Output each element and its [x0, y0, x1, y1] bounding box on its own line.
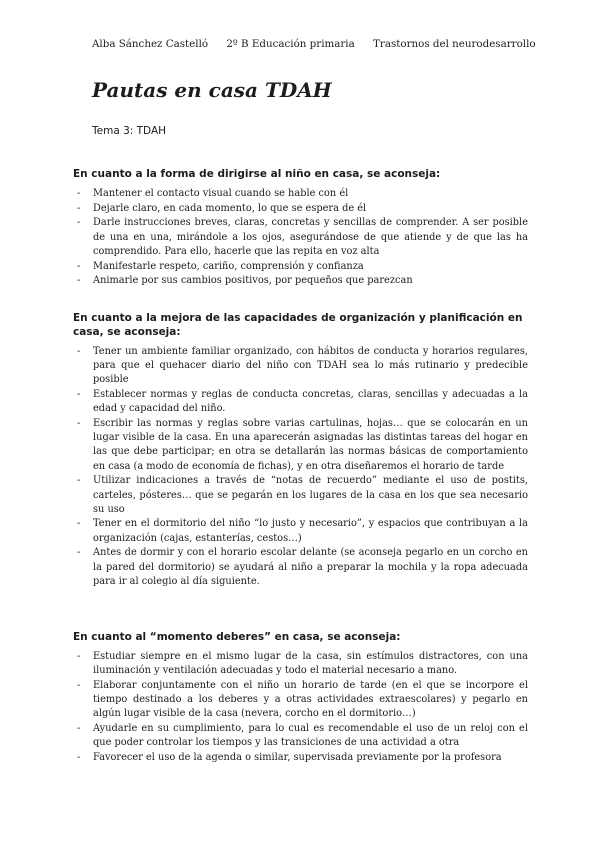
list-item: - Favorecer el uso de la agenda o similar, supervisada previamente por la profesora	[73, 751, 528, 765]
page-subtitle: Tema 3: TDAH	[92, 125, 167, 137]
list-item: - Elaborar conjuntamente con el niño un horario de tarde (en el que se incorpore el tiempo destinado a los deberes y a otras actividades extraescolares) y pegarlo en algún lugar visible de la casa (nevera, corcho en el dormitorio…)	[73, 679, 528, 722]
section-communication	[73, 167, 528, 289]
bullet-list	[73, 650, 528, 765]
page-header	[92, 38, 551, 50]
header-author: Alba Sánchez Castelló	[92, 38, 209, 50]
list-item: - Mantener el contacto visual cuando se hable con él	[73, 187, 528, 201]
list-item: - Animarle por sus cambios positivos, por pequeños que parezcan	[73, 274, 528, 288]
list-item: - Tener en el dormitorio del niño “lo justo y necesario”, y espacios que contribuyan a la organización (cajas, estanterías, cestos…)	[73, 517, 528, 545]
header-course: 2º B Educación primaria	[226, 38, 355, 50]
bullet-list	[73, 345, 528, 589]
list-item: - Tener un ambiente familiar organizado, con hábitos de conducta y horarios regulares, para que el quehacer diario del niño con TDAH sea lo más rutinario y predecible posible	[73, 345, 528, 388]
section-homework	[73, 630, 528, 766]
list-item: - Darle instrucciones breves, claras, concretas y sencillas de comprender. A ser posible de una en una, mirándole a los ojos, asegurándose de que atiende y de que las ha comprendido. Para ello, hacerle que las repita en voz alta	[73, 216, 528, 259]
section-heading: En cuanto a la forma de dirigirse al niño en casa, se aconseja:	[73, 168, 441, 180]
list-item: - Utilizar indicaciones a través de “notas de recuerdo” mediante el uso de postits, carteles, pósteres… que se pegarán en los lugares de la casa en los que sea necesario su uso	[73, 474, 528, 517]
list-item: - Escribir las normas y reglas sobre varias cartulinas, hojas… que se colocarán en un lugar visible de la casa. En una aparecerán asignadas las distintas tareas del hogar en las que debe participar; en otra se detallarán las normas básicas de comportamiento en casa (a modo de economía de fichas), y en otra diseñaremos el horario de tarde	[73, 417, 528, 474]
list-item: - Manifestarle respeto, cariño, comprensión y confianza	[73, 260, 528, 274]
section-organization	[73, 311, 528, 589]
header-subject: Trastornos del neurodesarrollo	[373, 38, 536, 50]
section-heading: En cuanto a la mejora de las capacidades de organización y planificación en casa, se aconseja:	[73, 312, 523, 338]
list-item: - Antes de dormir y con el horario escolar delante (se aconseja pegarlo en un corcho en la pared del dormitorio) se ayudará al niño a preparar la mochila y la ropa adecuada para ir al colegio al día siguiente.	[73, 546, 528, 589]
bullet-list	[73, 187, 528, 288]
list-item: - Establecer normas y reglas de conducta concretas, claras, sencillas y adecuadas a la edad y capacidad del niño.	[73, 388, 528, 416]
list-item: - Estudiar siempre en el mismo lugar de la casa, sin estímulos distractores, con una iluminación y ventilación adecuadas y todo el material necesario a mano.	[73, 650, 528, 678]
list-item: - Dejarle claro, en cada momento, lo que se espera de él	[73, 202, 528, 216]
list-item: - Ayudarle en su cumplimiento, para lo cual es recomendable el uso de un reloj con el que poder controlar los tiempos y las transiciones de una actividad a otra	[73, 722, 528, 750]
page-title: Pautas en casa TDAH	[92, 78, 332, 102]
section-heading: En cuanto al “momento deberes” en casa, se aconseja:	[73, 631, 401, 643]
